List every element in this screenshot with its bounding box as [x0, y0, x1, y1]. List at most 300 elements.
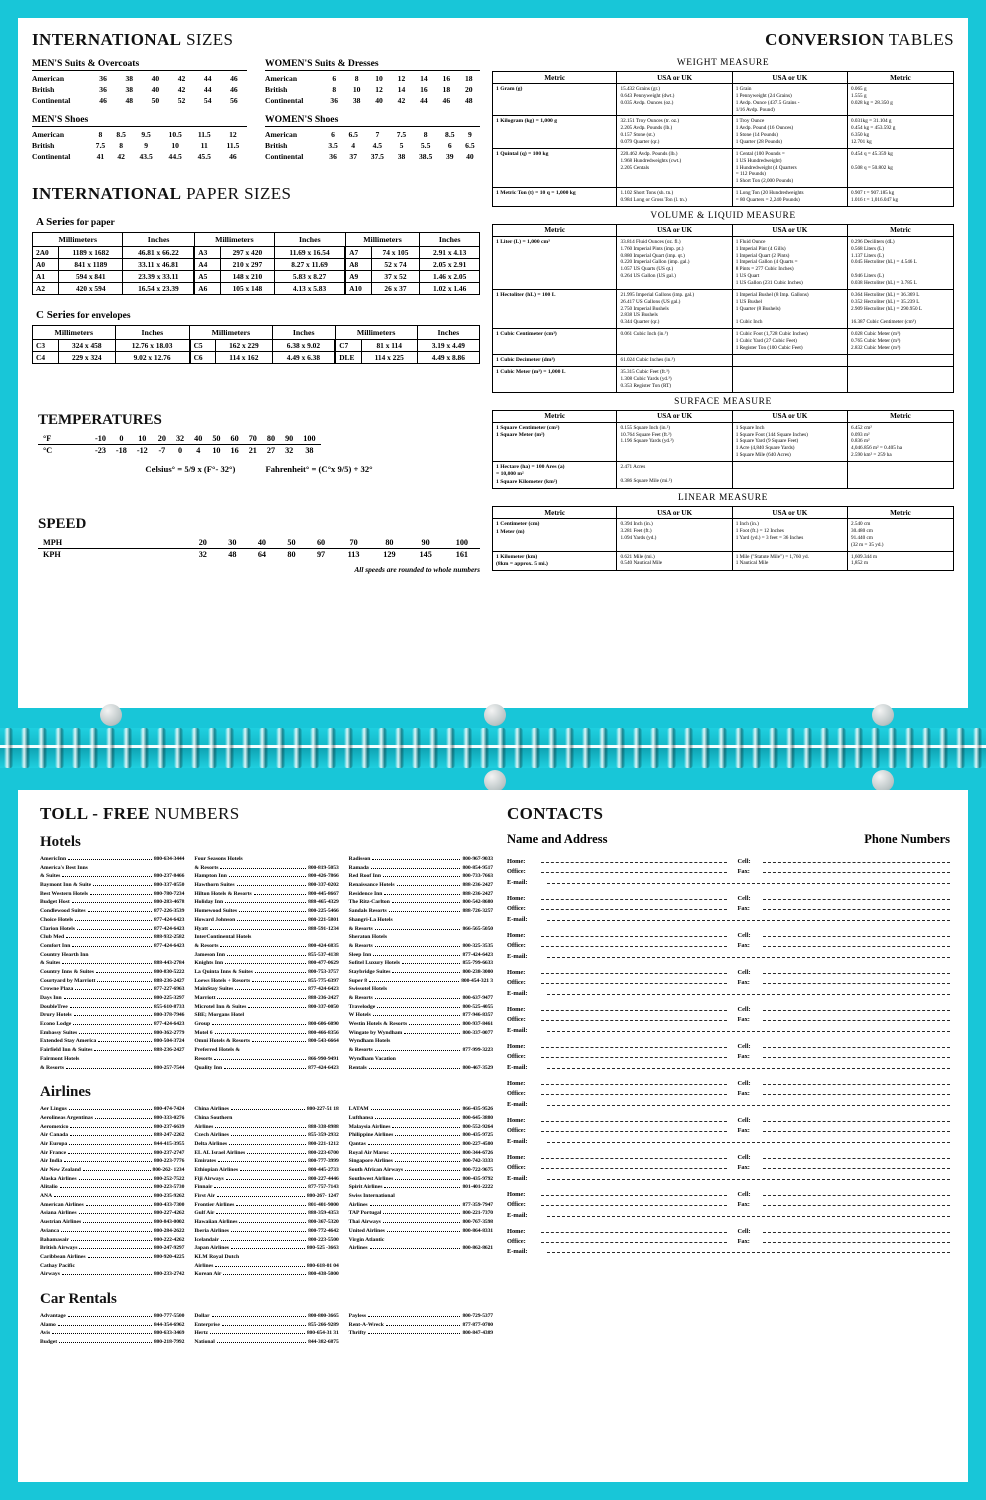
directory-entry[interactable] [349, 970, 493, 976]
contact-entry[interactable] [507, 1005, 950, 1034]
directory-entry[interactable] [349, 1246, 493, 1252]
directory-entry[interactable] [349, 857, 493, 863]
office-field[interactable] [541, 978, 728, 984]
directory-entry[interactable] [40, 1107, 184, 1113]
directory-entry[interactable] [194, 1246, 338, 1252]
entry-phone: 800-262- 1234 [152, 1167, 185, 1173]
contact-home-line[interactable] [507, 968, 950, 976]
directory-entry[interactable] [194, 987, 338, 993]
directory-entry[interactable] [40, 1151, 184, 1157]
directory-entry[interactable] [194, 1031, 338, 1037]
contact-office-line[interactable] [507, 978, 950, 986]
email-field[interactable] [547, 952, 950, 958]
contact-office-line[interactable] [507, 941, 950, 949]
contact-office-line[interactable] [507, 1237, 950, 1245]
entry-name: Airlines [194, 1262, 214, 1269]
contact-email-line[interactable] [507, 1211, 950, 1219]
directory-entry[interactable] [194, 1314, 338, 1320]
contact-entry[interactable] [507, 1227, 950, 1256]
entry-name: Aerolineas Argentinas [40, 1114, 93, 1121]
directory-entry[interactable] [349, 1203, 493, 1209]
email-field[interactable] [547, 1174, 950, 1180]
home-field[interactable] [541, 1116, 728, 1122]
contact-email-line[interactable] [507, 878, 950, 886]
binding-coil [327, 728, 336, 768]
contact-email-line[interactable] [507, 1100, 950, 1108]
directory-entry[interactable] [194, 1323, 338, 1329]
page-title-light: SIZES [181, 30, 234, 49]
directory-entry[interactable] [349, 1238, 493, 1244]
directory-entry[interactable] [40, 996, 184, 1002]
fax-field[interactable] [763, 1089, 950, 1095]
contact-entry[interactable] [507, 857, 950, 886]
contact-email-line[interactable] [507, 1137, 950, 1145]
cell-label: Cell: [737, 1116, 751, 1124]
contact-email-line[interactable] [507, 989, 950, 997]
contact-email-line[interactable] [507, 1063, 950, 1071]
directory-entry[interactable] [40, 1194, 184, 1200]
office-label: Office: [506, 1090, 526, 1098]
email-field[interactable] [547, 1211, 950, 1217]
office-field[interactable] [541, 1015, 728, 1021]
directory-entry[interactable] [40, 900, 184, 906]
directory-entry[interactable] [349, 1331, 493, 1337]
home-field[interactable] [541, 968, 728, 974]
binding-coil [395, 728, 404, 768]
leader-dots [71, 1240, 152, 1241]
directory-entry[interactable] [194, 1116, 338, 1122]
directory-entry[interactable] [40, 1185, 184, 1191]
directory-entry[interactable] [349, 1133, 493, 1139]
contact-entry[interactable] [507, 1153, 950, 1182]
office-label: Office: [506, 1238, 526, 1246]
email-field[interactable] [547, 878, 950, 884]
directory-entry[interactable] [194, 1203, 338, 1209]
contact-email-line[interactable] [507, 1026, 950, 1034]
directory-entry[interactable] [194, 1238, 338, 1244]
leader-dots [409, 1024, 460, 1025]
directory-entry[interactable] [349, 1151, 493, 1157]
entry-phone: 800-445-8667 [308, 890, 339, 897]
fax-field[interactable] [763, 978, 950, 984]
directory-entry[interactable] [40, 909, 184, 915]
directory-entry[interactable] [40, 874, 184, 880]
directory-entry[interactable] [349, 1211, 493, 1217]
table-row: 1 Cubic Meter (m³) = 1,000 L 35.315 Cubic Feet (ft.³) 1.308 Cubic Yards (yd.³) 0.353 Register Ton (RT) [493, 367, 954, 393]
directory-entry[interactable] [349, 900, 493, 906]
directory-entry[interactable] [194, 1177, 338, 1183]
table-row: 1 Quintal (q) = 100 kg 220.462 Avdp. Pounds (lb.) 1.968 Hundredweights (cwt.) 2.205 Centals 1 Cental (100 Pounds = 1 US Hundredweight) 1 Hundredweight (4 Quarters = 112 Pounds) 1 Short Ton (2,000 Pounds) 0.454 q = 45.359 kg 0.508 q = 50.802 kg [493, 148, 954, 187]
directory-entry[interactable] [40, 1142, 184, 1148]
directory-entry[interactable] [349, 1168, 493, 1174]
leader-dots [369, 1068, 461, 1069]
contact-home-line[interactable] [507, 1190, 950, 1198]
directory-entry[interactable] [194, 857, 338, 863]
directory-entry[interactable] [40, 918, 184, 924]
directory-entry[interactable] [349, 918, 493, 924]
directory-entry[interactable] [40, 883, 184, 889]
paper-header: Inches [115, 326, 190, 340]
fax-field[interactable] [763, 1126, 950, 1132]
entry-phone: 800-847-4389 [462, 1330, 493, 1337]
binding-coil [429, 728, 438, 768]
directory-entry[interactable] [40, 1211, 184, 1217]
directory-entry[interactable] [349, 1013, 493, 1019]
binding-coil [378, 728, 387, 768]
directory-entry[interactable] [349, 979, 493, 985]
directory-entry[interactable] [349, 1039, 493, 1045]
contact-email-line[interactable] [507, 1174, 950, 1182]
directory-entry[interactable] [40, 1133, 184, 1139]
contact-home-line[interactable] [507, 1079, 950, 1087]
directory-entry[interactable] [349, 874, 493, 880]
directory-entry[interactable] [40, 1031, 184, 1037]
office-field[interactable] [541, 1163, 728, 1169]
fax-field[interactable] [763, 1052, 950, 1058]
directory-entry[interactable] [194, 961, 338, 967]
contact-office-line[interactable] [507, 1126, 950, 1134]
fax-field[interactable] [763, 904, 950, 910]
directory-entry[interactable] [194, 1229, 338, 1235]
directory-entry[interactable] [40, 1022, 184, 1028]
contact-entry[interactable] [507, 968, 950, 997]
entry-phone: 800-333-0276 [153, 1114, 185, 1121]
directory-entry[interactable] [40, 1272, 184, 1278]
leader-dots [79, 1213, 152, 1214]
directory-entry[interactable] [40, 1340, 184, 1346]
entry-phone: 800-344-6726 [462, 1149, 493, 1156]
contact-office-line[interactable] [507, 867, 950, 875]
directory-entry[interactable] [194, 892, 338, 898]
directory-entry[interactable] [194, 1066, 338, 1072]
home-field[interactable] [541, 1079, 728, 1085]
cell-field[interactable] [763, 857, 950, 863]
directory-entry[interactable] [349, 1194, 493, 1200]
directory-entry[interactable] [194, 970, 338, 976]
contact-entry[interactable] [507, 931, 950, 960]
directory-entry[interactable] [40, 927, 184, 933]
contact-email-line[interactable] [507, 1247, 950, 1255]
directory-entry[interactable] [194, 1005, 338, 1011]
directory-entry[interactable] [40, 1168, 184, 1174]
email-field[interactable] [547, 989, 950, 995]
home-field[interactable] [541, 1153, 728, 1159]
entry-name: Jameson Inn [194, 951, 225, 958]
directory-entry[interactable] [40, 1005, 184, 1011]
contact-office-line[interactable] [507, 904, 950, 912]
entry-name: Sofitel Luxury Hotels [348, 960, 400, 967]
contact-entry[interactable] [507, 1042, 950, 1071]
directory-entry[interactable] [349, 953, 493, 959]
directory-entry[interactable] [349, 1323, 493, 1329]
directory-entry[interactable] [194, 1185, 338, 1191]
right-column [492, 30, 954, 574]
directory-entry[interactable] [194, 1159, 338, 1165]
cell-field[interactable] [763, 1005, 950, 1011]
entry-name: Alamo [40, 1321, 56, 1328]
leader-dots [386, 1325, 461, 1326]
directory-entry[interactable] [349, 927, 493, 933]
directory-section-heading: Car Rentals [40, 1290, 117, 1307]
size-block-mens-suits [32, 58, 247, 106]
c-series-title: C Series for envelopes [36, 309, 131, 321]
contact-entry[interactable] [507, 1079, 950, 1108]
office-field[interactable] [541, 941, 728, 947]
directory-entry[interactable] [194, 1151, 338, 1157]
directory-entry[interactable] [194, 1255, 338, 1261]
directory-entry[interactable] [194, 1340, 338, 1346]
directory-columns [40, 857, 493, 1074]
office-field[interactable] [541, 904, 728, 910]
leader-dots [397, 885, 461, 886]
directory-entry[interactable] [40, 970, 184, 976]
office-field[interactable] [541, 1126, 728, 1132]
directory-entry[interactable] [194, 935, 338, 941]
directory-entry[interactable] [194, 874, 338, 880]
cell-field[interactable] [763, 1116, 950, 1122]
directory-entry[interactable] [194, 900, 338, 906]
home-field[interactable] [541, 931, 728, 937]
directory-entry[interactable] [40, 987, 184, 993]
directory-entry[interactable] [194, 944, 338, 950]
directory-entry[interactable] [40, 1238, 184, 1244]
directory-entry[interactable] [40, 1314, 184, 1320]
directory-entry[interactable] [194, 979, 338, 985]
directory-entry[interactable] [349, 1031, 493, 1037]
entry-name: Residence Inn [348, 890, 383, 897]
directory-entry[interactable] [40, 892, 184, 898]
email-field[interactable] [547, 1063, 950, 1069]
home-field[interactable] [541, 1005, 728, 1011]
leader-dots [218, 1161, 306, 1162]
leader-dots [54, 1196, 152, 1197]
directory-entry[interactable] [40, 1331, 184, 1337]
leader-dots [373, 955, 460, 956]
directory-entry[interactable] [349, 1005, 493, 1011]
contact-office-line[interactable] [507, 1015, 950, 1023]
table-row: 1 Cubic Decimeter (dm³) 61.024 Cubic Inches (in.³) [493, 354, 954, 366]
directory-entry[interactable] [349, 944, 493, 950]
cell-field[interactable] [763, 1227, 950, 1233]
directory-entry[interactable] [40, 935, 184, 941]
home-field[interactable] [541, 1227, 728, 1233]
directory-entry[interactable] [194, 996, 338, 1002]
directory-entry[interactable] [349, 987, 493, 993]
email-label: E-mail: [506, 1026, 528, 1034]
directory-entry[interactable] [349, 1066, 493, 1072]
directory-entry[interactable] [194, 1022, 338, 1028]
cell-field[interactable] [763, 1079, 950, 1085]
directory-entry[interactable] [40, 1116, 184, 1122]
directory-entry[interactable] [40, 953, 184, 959]
directory-entry[interactable] [194, 1331, 338, 1337]
entry-phone: 800-445-2733 [308, 1167, 339, 1173]
binding-coil [225, 728, 234, 768]
contact-email-line[interactable] [507, 915, 950, 923]
home-field[interactable] [541, 1042, 728, 1048]
contact-office-line[interactable] [507, 1052, 950, 1060]
paper-header: Inches [274, 233, 345, 247]
cell-field[interactable] [763, 1190, 950, 1196]
directory-entry[interactable] [194, 1125, 338, 1131]
directory-entry[interactable] [40, 1039, 184, 1045]
cell-field[interactable] [763, 931, 950, 937]
fax-field[interactable] [763, 1015, 950, 1021]
leader-dots [62, 1274, 152, 1275]
directory-entry[interactable] [40, 857, 184, 863]
directory-entry[interactable] [349, 1177, 493, 1183]
directory-entry[interactable] [40, 866, 184, 872]
directory-entry[interactable] [349, 996, 493, 1002]
entry-name: InterContinental Hotels [194, 934, 252, 941]
directory-section-heading: Airlines [40, 1084, 91, 1101]
email-field[interactable] [547, 1247, 950, 1253]
directory-entry[interactable] [194, 1142, 338, 1148]
page-title-bold: INTERNATIONAL [32, 30, 182, 49]
contact-home-line[interactable] [507, 1227, 950, 1235]
contact-entry-list [507, 857, 950, 1255]
contact-email-line[interactable] [507, 952, 950, 960]
directory-entry[interactable] [194, 1057, 338, 1063]
fax-field[interactable] [763, 867, 950, 873]
entry-phone: 800-438-5000 [308, 1271, 339, 1278]
directory-entry[interactable] [40, 1159, 184, 1165]
directory-entry[interactable] [40, 979, 184, 985]
directory-entry[interactable] [40, 1255, 184, 1261]
directory-entry[interactable] [349, 1022, 493, 1028]
home-field[interactable] [541, 1190, 728, 1196]
fax-field[interactable] [763, 1200, 950, 1206]
directory-entry[interactable] [194, 883, 338, 889]
leader-dots [252, 1041, 306, 1042]
directory-entry[interactable] [194, 918, 338, 924]
directory-entry[interactable] [349, 1057, 493, 1063]
directory-entry[interactable] [40, 961, 184, 967]
directory-entry[interactable] [349, 883, 493, 889]
directory-entry[interactable] [349, 1116, 493, 1122]
binding-coil [21, 728, 30, 768]
contact-entry[interactable] [507, 1190, 950, 1219]
contact-office-line[interactable] [507, 1089, 950, 1097]
cell-field[interactable] [763, 894, 950, 900]
directory-entry[interactable] [194, 909, 338, 915]
fax-field[interactable] [763, 1237, 950, 1243]
directory-entry[interactable] [40, 1066, 184, 1072]
directory-entry[interactable] [349, 1185, 493, 1191]
leader-dots [221, 1240, 306, 1241]
directory-columns [40, 1107, 493, 1281]
binding-coil [293, 728, 302, 768]
directory-entry[interactable] [349, 909, 493, 915]
contact-entry[interactable] [507, 1116, 950, 1145]
office-field[interactable] [541, 1089, 728, 1095]
contact-office-line[interactable] [507, 1163, 950, 1171]
directory-entry[interactable] [194, 1272, 338, 1278]
directory-entry[interactable] [349, 1142, 493, 1148]
directory-entry[interactable] [194, 1264, 338, 1270]
directory-entry[interactable] [40, 944, 184, 950]
office-field[interactable] [541, 1237, 728, 1243]
contact-home-line[interactable] [507, 1153, 950, 1161]
directory-entry[interactable] [40, 1264, 184, 1270]
leader-dots [95, 1118, 152, 1119]
directory-entry[interactable] [349, 1229, 493, 1235]
office-field[interactable] [541, 867, 728, 873]
directory-entry[interactable] [194, 927, 338, 933]
directory-entry[interactable] [40, 1177, 184, 1183]
directory-entry[interactable] [40, 1057, 184, 1063]
directory-entry[interactable] [349, 1159, 493, 1165]
cell-field[interactable] [763, 968, 950, 974]
home-field[interactable] [541, 857, 728, 863]
cell-field[interactable] [763, 1153, 950, 1159]
directory-entry[interactable] [194, 1133, 338, 1139]
email-field[interactable] [547, 1100, 950, 1106]
directory-entry[interactable] [40, 1203, 184, 1209]
directory-entry[interactable] [40, 1229, 184, 1235]
directory-entry[interactable] [40, 1246, 184, 1252]
directory-entry[interactable] [40, 1013, 184, 1019]
email-field[interactable] [547, 1026, 950, 1032]
fax-field[interactable] [763, 1163, 950, 1169]
directory-entry[interactable] [40, 1125, 184, 1131]
cell-field[interactable] [763, 1042, 950, 1048]
contact-home-line[interactable] [507, 1005, 950, 1013]
directory-entry[interactable] [194, 1168, 338, 1174]
home-field[interactable] [541, 894, 728, 900]
entry-phone: 888-465-4329 [308, 899, 339, 906]
directory-entry[interactable] [194, 1220, 338, 1226]
fax-field[interactable] [763, 941, 950, 947]
directory-entry[interactable] [349, 866, 493, 872]
directory-entry[interactable] [40, 1323, 184, 1329]
contact-office-line[interactable] [507, 1200, 950, 1208]
directory-entry[interactable] [349, 1314, 493, 1320]
directory-entry[interactable] [349, 1048, 493, 1054]
leader-dots [212, 1024, 306, 1025]
directory-entry[interactable] [40, 1220, 184, 1226]
directory-entry[interactable] [349, 1107, 493, 1113]
office-field[interactable] [541, 1052, 728, 1058]
contact-home-line[interactable] [507, 931, 950, 939]
directory-entry[interactable] [194, 1194, 338, 1200]
office-field[interactable] [541, 1200, 728, 1206]
directory-entry[interactable] [349, 1125, 493, 1131]
contact-home-line[interactable] [507, 894, 950, 902]
directory-entry[interactable] [194, 953, 338, 959]
directory-entry[interactable] [349, 1220, 493, 1226]
binding-coil [463, 728, 472, 768]
leader-dots [69, 1109, 152, 1110]
directory-entry[interactable] [349, 961, 493, 967]
directory-entry[interactable] [194, 1013, 338, 1019]
email-field[interactable] [547, 915, 950, 921]
contact-home-line[interactable] [507, 1116, 950, 1124]
directory-entry[interactable] [194, 1039, 338, 1045]
directory-entry[interactable] [194, 866, 338, 872]
contact-home-line[interactable] [507, 1042, 950, 1050]
contact-home-line[interactable] [507, 857, 950, 865]
directory-entry[interactable] [349, 892, 493, 898]
directory-entry[interactable] [194, 1048, 338, 1054]
directory-entry[interactable] [349, 935, 493, 941]
directory-entry[interactable] [194, 1211, 338, 1217]
directory-entry[interactable] [194, 1107, 338, 1113]
home-label: Home: [506, 931, 526, 939]
email-field[interactable] [547, 1137, 950, 1143]
contact-entry[interactable] [507, 894, 950, 923]
directory-entry[interactable] [40, 1048, 184, 1054]
